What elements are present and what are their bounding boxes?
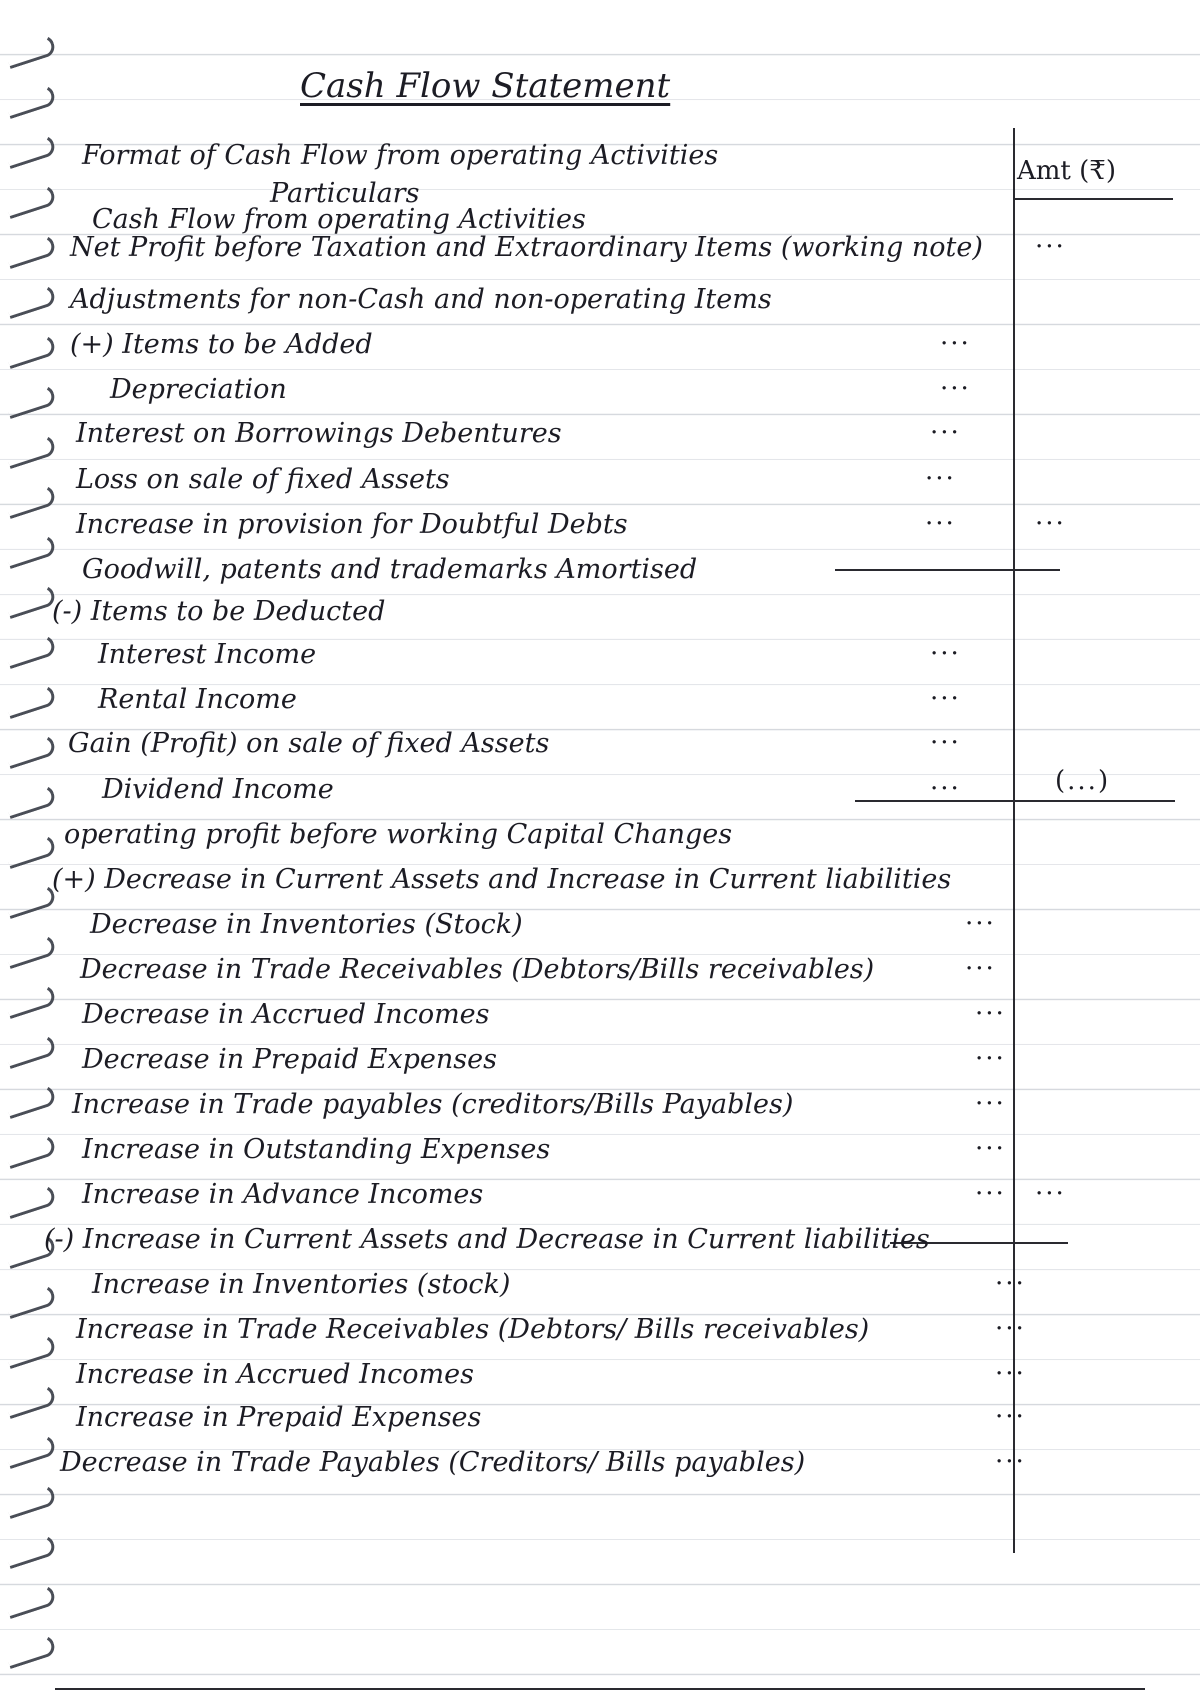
particular-amount: ... xyxy=(995,1261,1026,1291)
binding-ring xyxy=(4,933,57,969)
binding-ring xyxy=(4,133,57,169)
particular-amount: ... xyxy=(995,1394,1026,1424)
amount-header-rule xyxy=(1013,198,1173,200)
binding-ring xyxy=(4,883,57,919)
particular-row: Increase in Inventories (stock) xyxy=(92,1269,511,1300)
particular-row: Decrease in Trade Payables (Creditors/ Bills payables) xyxy=(60,1447,806,1478)
binding-ring xyxy=(4,733,57,769)
binding-ring xyxy=(4,1283,57,1319)
binding-ring xyxy=(4,583,57,619)
particular-row: Decrease in Accrued Incomes xyxy=(82,999,490,1030)
particular-row: (+) Decrease in Current Assets and Increase in Current liabilities xyxy=(52,864,952,895)
particular-amount: ... xyxy=(965,946,996,976)
binding-ring xyxy=(4,1133,57,1169)
particular-amount: ... xyxy=(925,501,956,531)
particular-amount: ... xyxy=(975,991,1006,1021)
particular-row: Increase in Trade payables (creditors/Bills Payables) xyxy=(72,1089,794,1120)
total-amount: ... xyxy=(1035,224,1066,254)
binding-ring xyxy=(4,1433,57,1469)
particular-amount: ... xyxy=(995,1439,1026,1469)
particular-row: Increase in Prepaid Expenses xyxy=(76,1402,482,1433)
particular-amount: ... xyxy=(930,676,961,706)
particular-amount: ... xyxy=(940,321,971,351)
particular-amount: ... xyxy=(930,720,961,750)
particular-row: Increase in Trade Receivables (Debtors/ Bills receivables) xyxy=(76,1314,870,1345)
binding-ring xyxy=(4,333,57,369)
binding-ring xyxy=(4,1533,57,1569)
binding-ring xyxy=(4,1183,57,1219)
particular-row: Increase in provision for Doubtful Debts xyxy=(76,509,628,540)
subtotal-rule xyxy=(835,569,1060,571)
particular-row: Increase in Advance Incomes xyxy=(82,1179,484,1210)
particular-amount: ... xyxy=(930,766,961,796)
particular-row: Adjustments for non-Cash and non-operating Items xyxy=(70,284,772,315)
particular-row: Decrease in Prepaid Expenses xyxy=(82,1044,497,1075)
page-bottom-rule xyxy=(55,1688,1145,1690)
particular-row: Loss on sale of fixed Assets xyxy=(76,464,450,495)
binding-ring xyxy=(4,233,57,269)
binding-ring xyxy=(4,283,57,319)
binding-ring xyxy=(4,983,57,1019)
particular-row: Depreciation xyxy=(110,374,287,405)
particular-amount: ... xyxy=(995,1306,1026,1336)
binding-ring xyxy=(4,1083,57,1119)
total-amount: ... xyxy=(1035,1171,1066,1201)
total-amount: ... xyxy=(1035,501,1066,531)
binding-ring xyxy=(4,33,57,69)
particular-row: Interest on Borrowings Debentures xyxy=(76,418,562,449)
particular-amount: ... xyxy=(940,366,971,396)
particular-row: Net Profit before Taxation and Extraordinary Items (working note) xyxy=(70,232,983,263)
particular-row: (+) Items to be Added xyxy=(70,329,373,360)
binding-ring xyxy=(4,783,57,819)
amount-column-divider xyxy=(1013,128,1015,1553)
particular-row: Increase in Outstanding Expenses xyxy=(82,1134,551,1165)
binding-ring xyxy=(4,483,57,519)
particular-row: Interest Income xyxy=(98,639,317,670)
particular-amount: ... xyxy=(925,456,956,486)
format-heading: Format of Cash Flow from operating Activities xyxy=(82,140,719,171)
particular-row: (-) Increase in Current Assets and Decrease in Current liabilities xyxy=(44,1224,930,1255)
binding-ring xyxy=(4,1333,57,1369)
particular-amount: ... xyxy=(975,1081,1006,1111)
binding-ring xyxy=(4,83,57,119)
particular-row: Dividend Income xyxy=(102,774,334,805)
particular-amount: ... xyxy=(975,1036,1006,1066)
particular-row: Goodwill, patents and trademarks Amortised xyxy=(82,554,698,585)
binding-ring xyxy=(4,383,57,419)
particular-row: Rental Income xyxy=(98,684,297,715)
binding-ring xyxy=(4,683,57,719)
spiral-binding xyxy=(0,0,70,1700)
binding-ring xyxy=(4,183,57,219)
particular-amount: ... xyxy=(975,1126,1006,1156)
page-title: Cash Flow Statement xyxy=(300,66,671,106)
particular-row: Decrease in Inventories (Stock) xyxy=(90,909,523,940)
particular-row: Increase in Accrued Incomes xyxy=(76,1359,474,1390)
binding-ring xyxy=(4,1483,57,1519)
binding-ring xyxy=(4,1583,57,1619)
particular-row: Gain (Profit) on sale of fixed Assets xyxy=(68,728,550,759)
binding-ring xyxy=(4,1633,57,1669)
binding-ring xyxy=(4,433,57,469)
subtotal-rule xyxy=(855,800,1175,802)
binding-ring xyxy=(4,1383,57,1419)
particular-amount: ... xyxy=(930,631,961,661)
particular-amount: ... xyxy=(965,901,996,931)
amount-heading: Amt (₹) xyxy=(1017,156,1116,186)
particular-row: Cash Flow from operating Activities xyxy=(92,204,586,235)
binding-ring xyxy=(4,633,57,669)
binding-ring xyxy=(4,833,57,869)
particular-amount: ... xyxy=(975,1171,1006,1201)
total-amount: (...) xyxy=(1055,766,1111,796)
binding-ring xyxy=(4,1033,57,1069)
particular-amount: ... xyxy=(995,1351,1026,1381)
binding-ring xyxy=(4,533,57,569)
particular-row: (-) Items to be Deducted xyxy=(52,596,386,627)
particular-amount: ... xyxy=(930,410,961,440)
particular-row: Decrease in Trade Receivables (Debtors/Bills receivables) xyxy=(80,954,875,985)
particular-row: operating profit before working Capital Changes xyxy=(64,819,733,850)
particulars-heading: Particulars xyxy=(270,178,420,209)
